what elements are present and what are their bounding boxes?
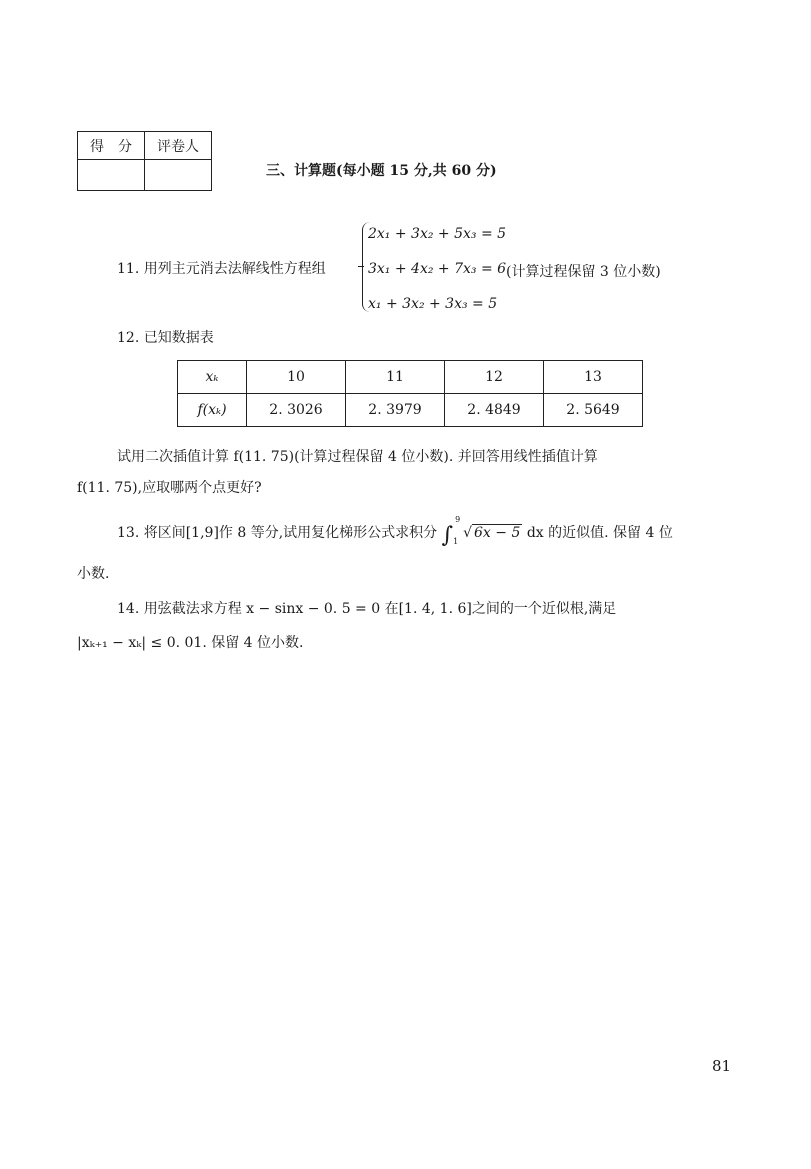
f-value: 2. 4849 <box>445 394 544 427</box>
row-header-x: xₖ <box>178 361 247 394</box>
q11-note: (计算过程保留 3 位小数) <box>506 264 661 280</box>
upper-limit: 9 <box>455 515 461 524</box>
row-header-f: f(xₖ) <box>178 394 247 427</box>
score-header: 得 分 <box>78 132 145 160</box>
data-table <box>177 360 643 427</box>
q11-prefix: 11. 用列主元消去法解线性方程组 <box>117 261 326 277</box>
q14-line1: 14. 用弦截法求方程 x − sinx − 0. 5 = 0 在[1. 4, 1. 6]之间的一个近似根,满足 <box>117 601 617 617</box>
f-value: 2. 5649 <box>544 394 643 427</box>
q13-text-before: 13. 将区间[1,9]作 8 等分,试用复化梯形公式求积分 <box>117 525 438 541</box>
equation-brace-tip <box>358 266 364 267</box>
page-number: 81 <box>712 1057 732 1075</box>
score-cell <box>78 160 145 191</box>
x-value: 10 <box>247 361 346 394</box>
dx: dx <box>526 525 544 541</box>
integral-sign: ∫ <box>441 523 454 548</box>
q11-equation-1: 2x₁ + 3x₂ + 5x₃ = 5 <box>368 226 507 242</box>
q14-line2: |xₖ₊₁ − xₖ| ≤ 0. 01. 保留 4 位小数. <box>77 635 304 651</box>
section-title: 三、计算题(每小题 15 分,共 60 分) <box>266 163 497 179</box>
integrand: 6x − 5 <box>474 525 521 541</box>
table-row <box>178 361 643 394</box>
lower-limit: 1 <box>453 537 459 546</box>
grader-cell <box>145 160 212 191</box>
score-box <box>77 131 212 191</box>
grader-header: 评卷人 <box>145 132 212 160</box>
f-value: 2. 3026 <box>247 394 346 427</box>
x-value: 11 <box>346 361 445 394</box>
q12-text-line1: 试用二次插值计算 f(11. 75)(计算过程保留 4 位小数). 并回答用线性插值计算 <box>117 449 598 465</box>
integral-limits <box>453 515 463 546</box>
q11-equation-3: x₁ + 3x₂ + 3x₃ = 5 <box>368 296 498 312</box>
q13-text-after: 的近似值. 保留 4 位 <box>548 525 673 541</box>
q13-line2: 小数. <box>77 566 110 582</box>
x-value: 12 <box>445 361 544 394</box>
f-value: 2. 3979 <box>346 394 445 427</box>
q12-prefix: 12. 已知数据表 <box>117 330 214 346</box>
q13-line1: 13. 将区间[1,9]作 8 等分,试用复化梯形公式求积分 ∫ 9 1 √ 6x − 5 dx 的近似值. 保留 4 位 <box>117 515 673 548</box>
x-value: 13 <box>544 361 643 394</box>
table-row <box>178 394 643 427</box>
q12-text-line2: f(11. 75),应取哪两个点更好? <box>77 480 262 496</box>
q11-equation-2: 3x₁ + 4x₂ + 7x₃ = 6 <box>368 261 507 277</box>
